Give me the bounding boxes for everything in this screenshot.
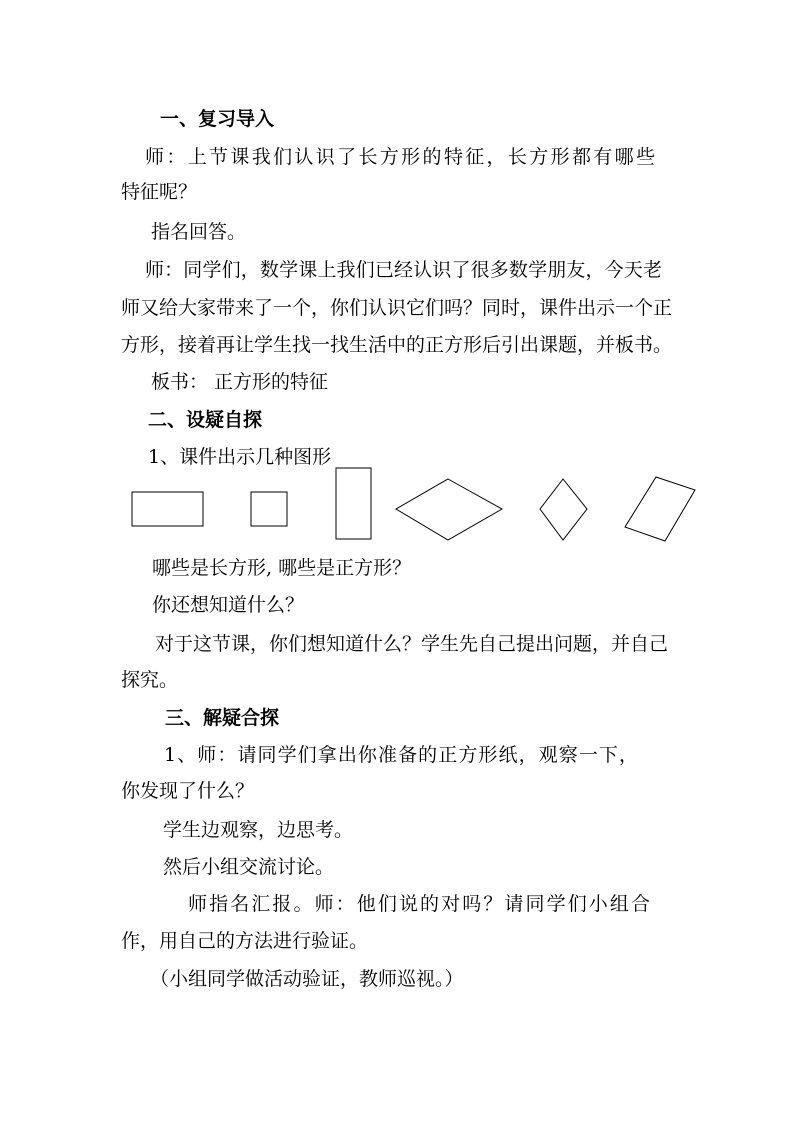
paragraph-line: 你还想知道什么？ [152,594,305,616]
section-heading-review: 一、复习导入 [160,108,275,130]
section-heading-explore: 二、设疑自探 [148,409,263,431]
paragraph-line: 哪些是长方形, 哪些是正方形？ [152,557,412,579]
parallelogram-icon [625,477,695,541]
item-line: 1、课件出示几种图形 [148,446,332,468]
rectangle-icon [336,468,371,539]
paragraph-line: 特征呢？ [121,181,198,203]
paragraph-line: 1、师：请同学们拿出你准备的正方形纸，观察一下， [164,744,638,766]
paragraph-line: 对于这节课，你们想知道什么？学生先自己提出问题，并自己 [155,633,669,655]
rhombus-icon [396,479,502,540]
paragraph-line: 师：上节课我们认识了长方形的特征，长方形都有哪些 [145,146,655,168]
paragraph-line: 学生边观察，边思考。 [163,819,354,841]
paragraph-line: 师指名汇报。师：他们说的对吗？请同学们小组合 [188,893,650,915]
paragraph-line: 作，用自己的方法进行验证。 [121,930,369,952]
paragraph-line: 板书： 正方形的特征 [151,371,329,393]
square-icon [251,492,287,526]
paragraph-line: 你发现了什么？ [121,780,255,802]
rectangle-icon [132,492,203,526]
paragraph-line: 指名回答。 [151,221,247,243]
paragraph-line: （小组同学做活动验证，教师巡视。） [150,968,464,990]
paragraph-line: 师：同学们，数学课上我们已经认识了很多数学朋友，今天老 [145,259,662,281]
rhombus-icon [540,479,587,540]
paragraph-line: 方形，接着再让学生找一找生活中的正方形后引出课题，并板书。 [121,334,673,356]
paragraph-line: 探究。 [121,669,179,691]
paragraph-line: 师又给大家带来了一个，你们认识它们吗？同时，课件出示一个正 [121,297,673,319]
section-heading-cooperate: 三、解疑合探 [165,707,280,729]
paragraph-line: 然后小组交流讨论。 [163,856,335,878]
